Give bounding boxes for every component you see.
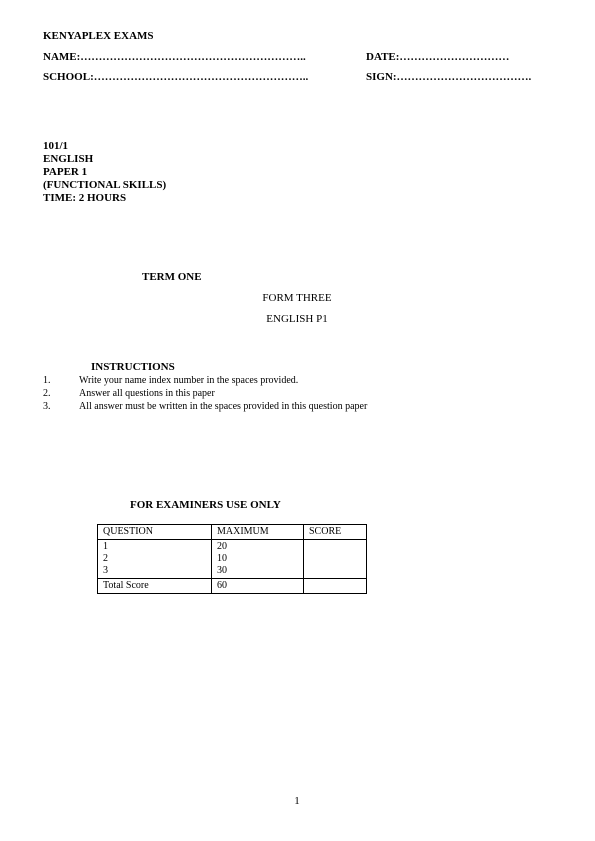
table-header-row xyxy=(98,525,367,540)
name-field: NAME:…………………………………………………….. xyxy=(43,51,306,63)
examiners-score-table xyxy=(97,524,367,594)
question-cell: 1 2 3 xyxy=(98,540,212,579)
total-score-cell xyxy=(304,579,367,594)
exam-org-title: KENYAPLEX EXAMS xyxy=(43,30,154,42)
paper-subtitle: (FUNCTIONAL SKILLS) xyxy=(43,179,167,191)
column-header-score: SCORE xyxy=(304,525,367,540)
paper-info xyxy=(43,140,166,205)
date-field: DATE:………………………… xyxy=(366,51,510,63)
form-label: FORM THREE xyxy=(262,292,332,304)
term-label: TERM ONE xyxy=(142,271,202,283)
sign-field: SIGN:………………………………. xyxy=(366,71,532,83)
paper-number: PAPER 1 xyxy=(43,166,88,178)
paper-code: 101/1 xyxy=(43,140,69,152)
instruction-item: 1. Write your name index number in the spaces provided. xyxy=(43,375,299,386)
total-maximum: 60 xyxy=(212,579,304,594)
total-label: Total Score xyxy=(98,579,212,594)
instruction-item: 2. Answer all questions in this paper xyxy=(43,388,215,399)
school-field: SCHOOL:………………………………………………….. xyxy=(43,71,309,83)
maximum-cell: 20 10 30 xyxy=(212,540,304,579)
paper-time: TIME: 2 HOURS xyxy=(43,192,127,204)
total-row xyxy=(98,579,367,594)
score-cell xyxy=(304,540,367,579)
instructions-list xyxy=(43,374,367,413)
instruction-item: 3. All answer must be written in the spaces provided in this question paper xyxy=(43,401,368,412)
page-number: 1 xyxy=(294,795,300,807)
examiners-heading: FOR EXAMINERS USE ONLY xyxy=(130,499,281,511)
subject-label: ENGLISH P1 xyxy=(266,313,328,325)
paper-subject: ENGLISH xyxy=(43,153,94,165)
instructions-heading: INSTRUCTIONS xyxy=(91,361,175,373)
table-row xyxy=(98,540,367,579)
column-header-maximum: MAXIMUM xyxy=(212,525,304,540)
column-header-question: QUESTION xyxy=(98,525,212,540)
